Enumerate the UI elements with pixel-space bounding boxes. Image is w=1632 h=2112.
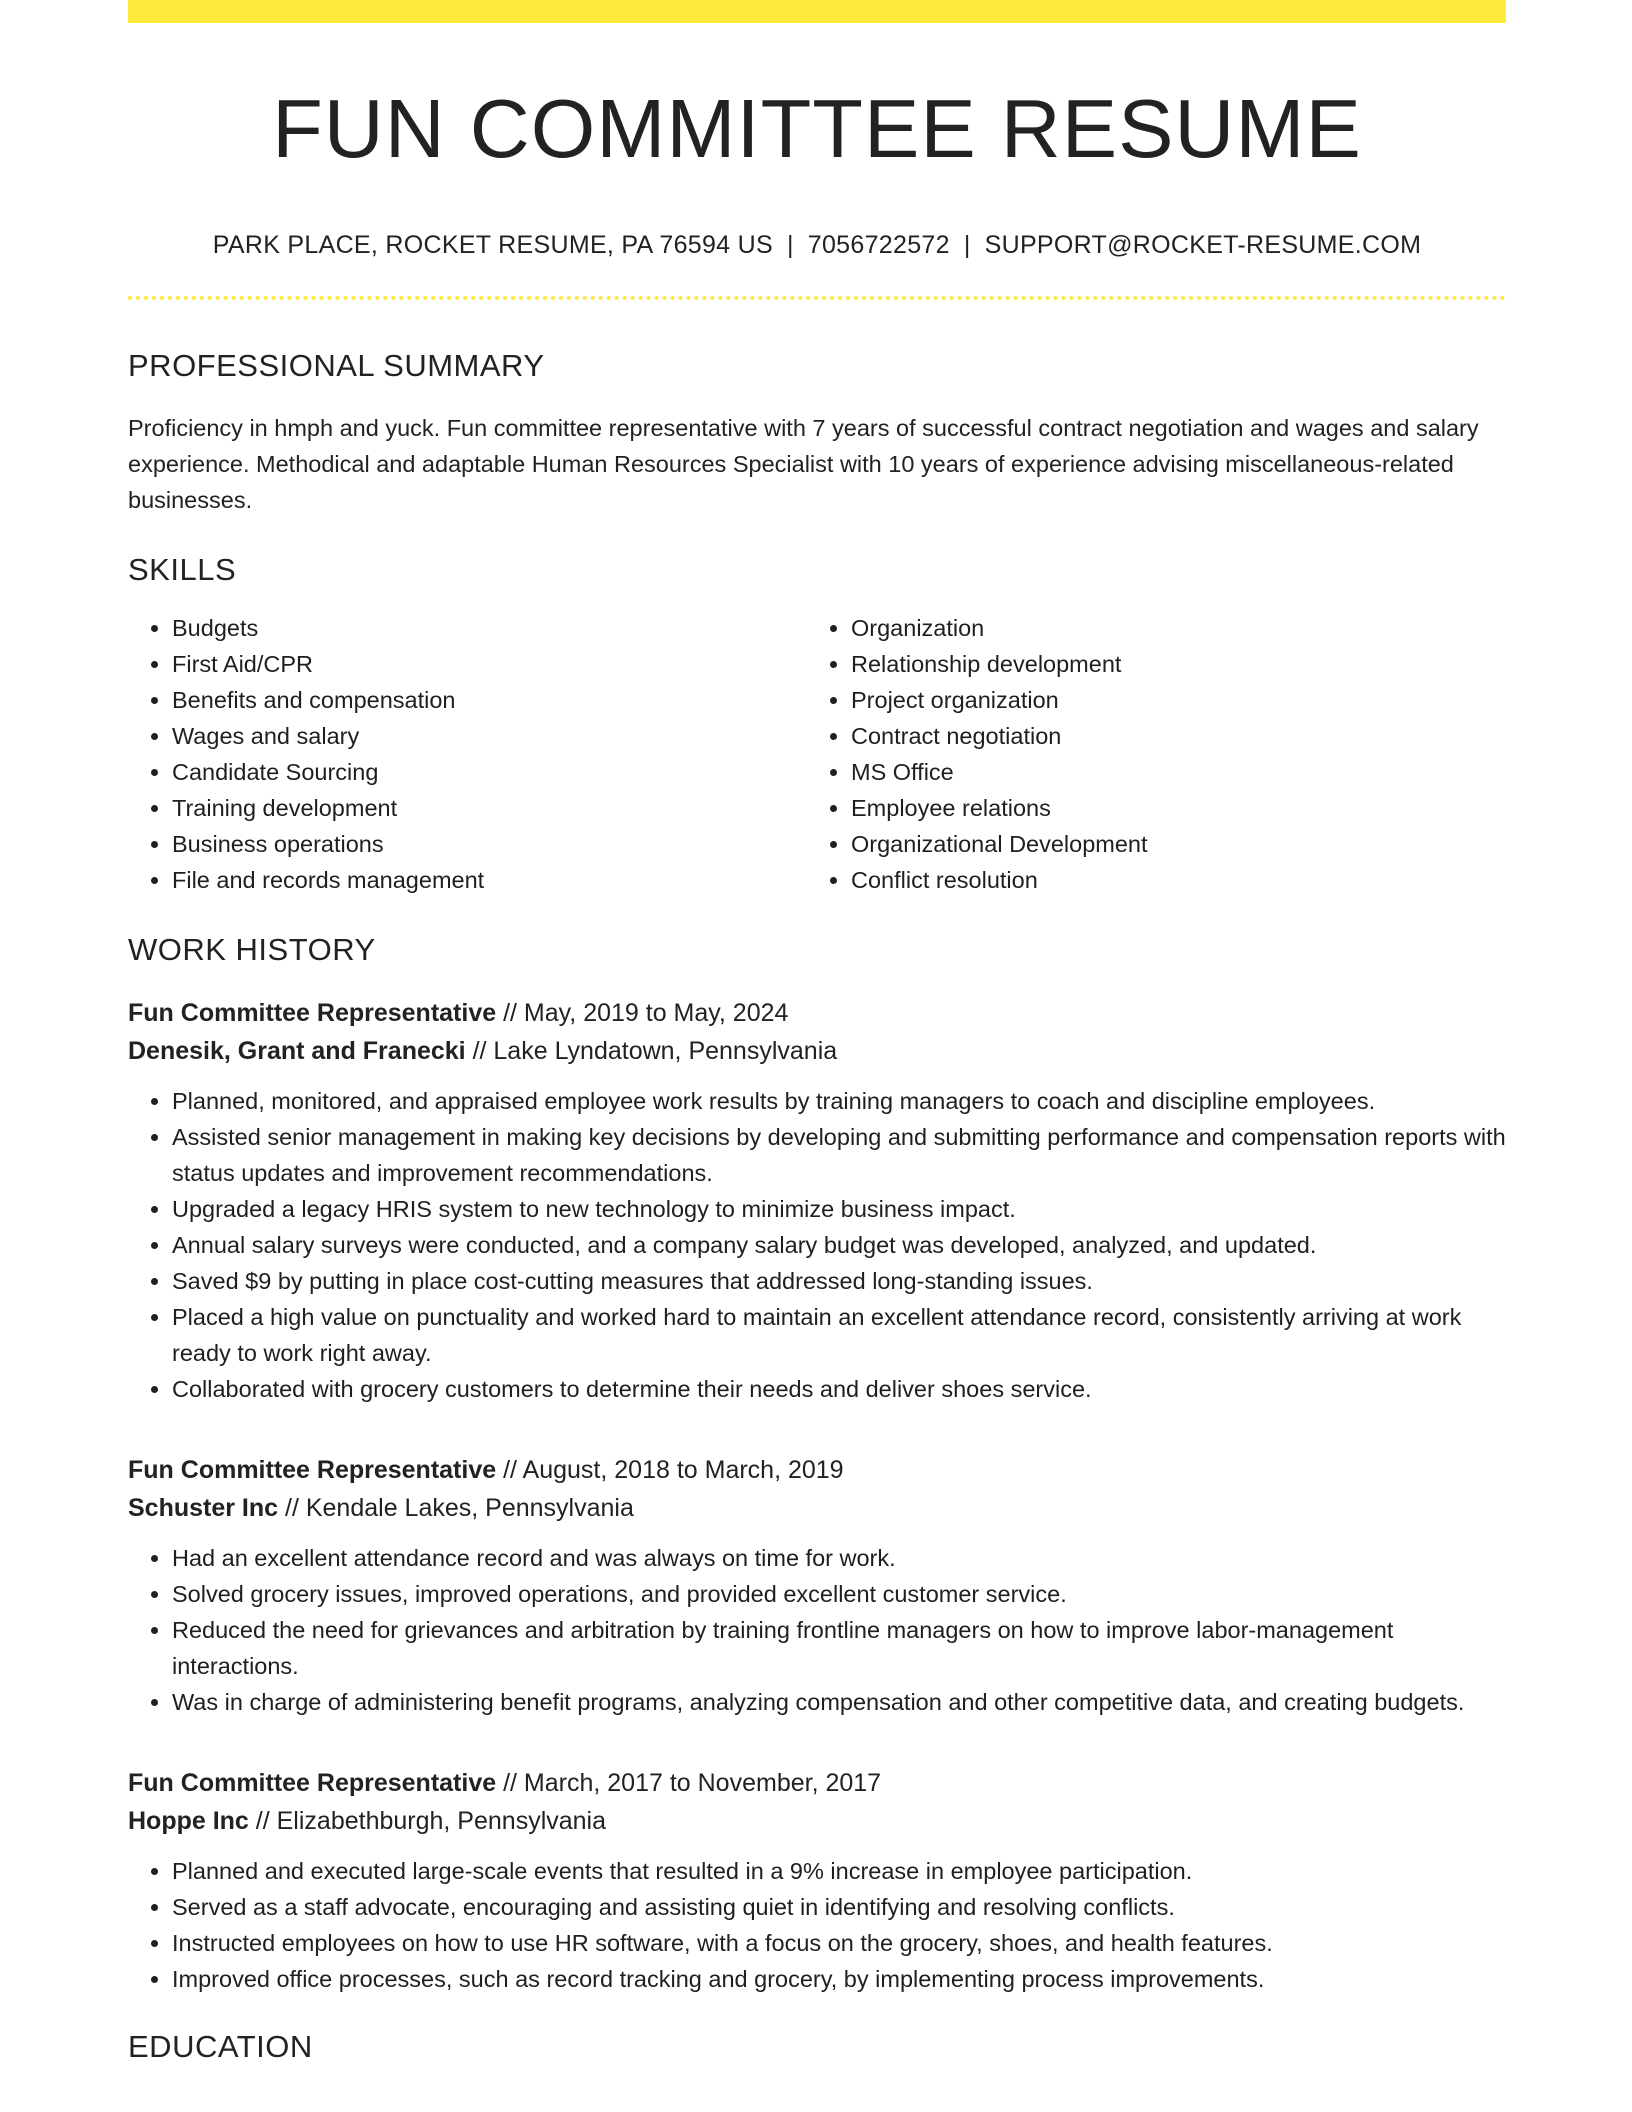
job-company-line [128, 1489, 1506, 1527]
skill-item: • Business operations [172, 826, 807, 862]
skills-column-left [128, 610, 807, 898]
job-dates: // March, 2017 to November, 2017 [496, 1769, 882, 1798]
skill-item: • Relationship development [851, 646, 1486, 682]
job-location: // Elizabethburgh, Pennsylvania [248, 1807, 607, 1836]
job-bullets [128, 1540, 1506, 1720]
skill-item: • Employee relations [851, 790, 1486, 826]
job-entry [128, 1764, 1506, 1997]
contact-separator: | [963, 231, 971, 260]
job-company: Hoppe Inc [128, 1807, 249, 1836]
job-bullet: • Improved office processes, such as record tracking and grocery, by implementing process improvements. [172, 1961, 1506, 1997]
job-bullets [128, 1853, 1506, 1997]
job-location: // Lake Lyndatown, Pennsylvania [465, 1037, 838, 1066]
work-history-heading: WORK HISTORY [128, 932, 376, 968]
job-bullet: • Placed a high value on punctuality and worked hard to maintain an excellent attendance record, consistently arriving at work ready to work right away. [172, 1299, 1506, 1371]
skill-item: • Training development [172, 790, 807, 826]
skill-item: • Conflict resolution [851, 862, 1486, 898]
job-bullet: • Upgraded a legacy HRIS system to new technology to minimize business impact. [172, 1191, 1506, 1227]
job-location: // Kendale Lakes, Pennsylvania [278, 1494, 634, 1523]
job-company: Schuster Inc [128, 1494, 279, 1523]
job-bullet: • Reduced the need for grievances and arbitration by training frontline managers on how to improve labor-management interactions. [172, 1612, 1506, 1684]
job-role-line [128, 1764, 1506, 1802]
contact-line [128, 231, 1506, 260]
job-bullet: • Planned, monitored, and appraised employee work results by training managers to coach and discipline employees. [172, 1083, 1506, 1119]
job-bullet: • Served as a staff advocate, encouraging and assisting quiet in identifying and resolving conflicts. [172, 1889, 1506, 1925]
skill-item: • Candidate Sourcing [172, 754, 807, 790]
contact-phone: 7056722572 [807, 231, 950, 260]
skill-item: • Contract negotiation [851, 718, 1486, 754]
job-bullet: • Annual salary surveys were conducted, and a company salary budget was developed, analyzed, and updated. [172, 1227, 1506, 1263]
top-accent-bar [128, 0, 1506, 23]
skill-item: • Benefits and compensation [172, 682, 807, 718]
skills-column-right [807, 610, 1486, 898]
job-role-line [128, 994, 1506, 1032]
job-role: Fun Committee Representative [128, 1769, 497, 1798]
contact-separator: | [786, 231, 794, 260]
education-heading: EDUCATION [128, 2029, 313, 2065]
job-dates: // May, 2019 to May, 2024 [496, 999, 789, 1028]
skill-item: • Budgets [172, 610, 807, 646]
job-bullet: • Was in charge of administering benefit programs, analyzing compensation and other competitive data, and creating budgets. [172, 1684, 1506, 1720]
summary-heading: PROFESSIONAL SUMMARY [128, 348, 545, 384]
skill-item: • MS Office [851, 754, 1486, 790]
skill-item: • Organization [851, 610, 1486, 646]
contact-address: PARK PLACE, ROCKET RESUME, PA 76594 US [212, 231, 773, 260]
job-role: Fun Committee Representative [128, 1456, 497, 1485]
skills-heading: SKILLS [128, 552, 237, 588]
skill-item: • Organizational Development [851, 826, 1486, 862]
job-bullet: • Had an excellent attendance record and was always on time for work. [172, 1540, 1506, 1576]
job-company-line [128, 1802, 1506, 1840]
job-entry [128, 1451, 1506, 1720]
job-bullet: • Planned and executed large-scale events that resulted in a 9% increase in employee participation. [172, 1853, 1506, 1889]
job-bullet: • Saved $9 by putting in place cost-cutting measures that addressed long-standing issues. [172, 1263, 1506, 1299]
skills-list [128, 610, 1506, 898]
job-bullet: • Collaborated with grocery customers to determine their needs and deliver shoes service. [172, 1371, 1506, 1407]
skill-item: • Wages and salary [172, 718, 807, 754]
dotted-divider [128, 296, 1506, 300]
skill-item: • File and records management [172, 862, 807, 898]
job-role: Fun Committee Representative [128, 999, 497, 1028]
job-bullet: • Solved grocery issues, improved operations, and provided excellent customer service. [172, 1576, 1506, 1612]
resume-page [128, 0, 1506, 2065]
job-bullet: • Instructed employees on how to use HR software, with a focus on the grocery, shoes, and health features. [172, 1925, 1506, 1961]
job-bullets [128, 1083, 1506, 1407]
skill-item: • Project organization [851, 682, 1486, 718]
job-company-line [128, 1032, 1506, 1070]
job-role-line [128, 1451, 1506, 1489]
job-bullet: • Assisted senior management in making key decisions by developing and submitting performance and compensation reports with status updates and improvement recommendations. [172, 1119, 1506, 1191]
job-dates: // August, 2018 to March, 2019 [496, 1456, 844, 1485]
job-company: Denesik, Grant and Franecki [128, 1037, 466, 1066]
resume-title: FUN COMMITTEE RESUME [272, 82, 1362, 175]
contact-email: SUPPORT@ROCKET-RESUME.COM [984, 231, 1422, 260]
summary-text: Proficiency in hmph and yuck. Fun committee representative with 7 years of successful contract negotiation and wages and salary experience. Methodical and adaptable Human Resources Specialist with 10 years of experience advising miscellaneous-related businesses. [128, 415, 1479, 514]
job-entry [128, 994, 1506, 1407]
skill-item: • First Aid/CPR [172, 646, 807, 682]
